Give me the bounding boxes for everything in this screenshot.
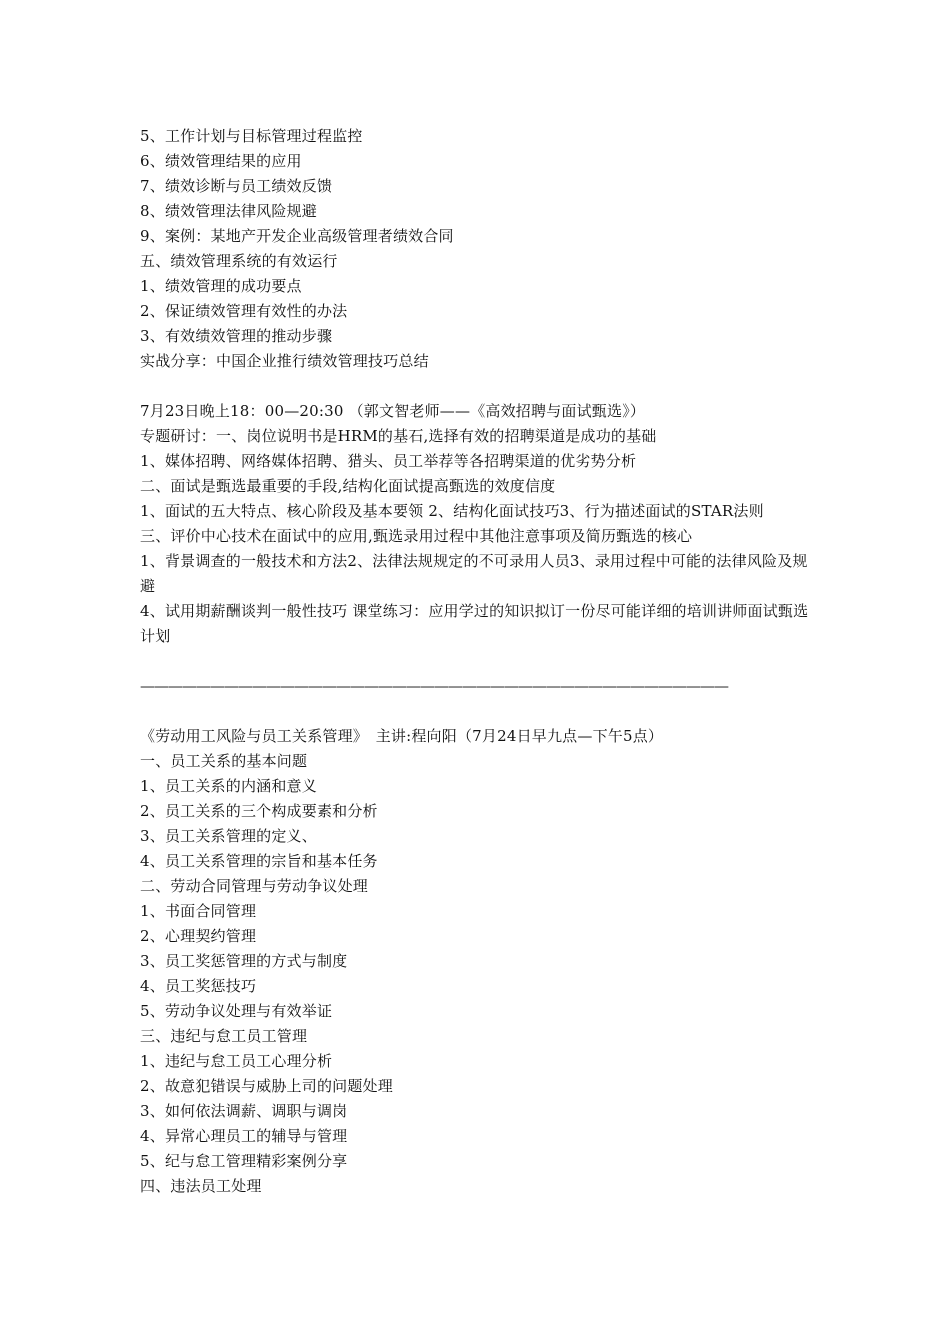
text-line: 1、面试的五大特点、核心阶段及基本要领 2、结构化面试技巧3、行为描述面试的STAR法则 — [140, 502, 764, 520]
divider-line: —————————————————————————————————————————— — [140, 677, 728, 695]
blank-line — [140, 374, 820, 399]
blank-line — [140, 649, 820, 674]
section-heading: 三、评价中心技术在面试中的应用,甄选录用过程中其他注意事项及简历甄选的核心 — [140, 527, 693, 545]
text-line: 4、试用期薪酬谈判一般性技巧 课堂练习：应用学过的知识拟订一份尽可能详细的培训讲师面试甄选计划 — [140, 602, 809, 645]
text-line: 3、员工奖惩管理的方式与制度 — [140, 952, 348, 970]
text-line: 9、案例：某地产开发企业高级管理者绩效合同 — [140, 227, 454, 245]
section-heading: 二、劳动合同管理与劳动争议处理 — [140, 877, 369, 895]
text-line: 6、绩效管理结果的应用 — [140, 152, 302, 170]
text-line: 专题研讨：一、岗位说明书是HRM的基石,选择有效的招聘渠道是成功的基础 — [140, 427, 657, 445]
section-heading: 五、绩效管理系统的有效运行 — [140, 252, 338, 270]
section-heading: 二、面试是甄选最重要的手段,结构化面试提高甄选的效度信度 — [140, 477, 556, 495]
text-line: 实战分享：中国企业推行绩效管理技巧总结 — [140, 352, 429, 370]
text-line: 5、纪与怠工管理精彩案例分享 — [140, 1152, 348, 1170]
text-line: 2、保证绩效管理有效性的办法 — [140, 302, 348, 320]
text-line: 1、绩效管理的成功要点 — [140, 277, 302, 295]
text-line: 1、书面合同管理 — [140, 902, 257, 920]
session-title: 7月23日晚上18：00—20:30 （郭文智老师——《高效招聘与面试甄选》） — [140, 402, 646, 420]
text-line: 7、绩效诊断与员工绩效反馈 — [140, 177, 333, 195]
text-line: 8、绩效管理法律风险规避 — [140, 202, 317, 220]
recruitment-section — [140, 399, 820, 649]
section-heading: 四、违法员工处理 — [140, 1177, 262, 1195]
performance-management-section — [140, 124, 820, 374]
text-line: 4、员工关系管理的宗旨和基本任务 — [140, 852, 378, 870]
text-line: 5、工作计划与目标管理过程监控 — [140, 127, 363, 145]
text-line: 1、违纪与怠工员工心理分析 — [140, 1052, 333, 1070]
text-line: 3、如何依法调薪、调职与调岗 — [140, 1102, 348, 1120]
section-heading: 三、违纪与怠工员工管理 — [140, 1027, 308, 1045]
text-line: 3、有效绩效管理的推动步骤 — [140, 327, 333, 345]
text-line: 1、员工关系的内涵和意义 — [140, 777, 317, 795]
text-line: 2、心理契约管理 — [140, 927, 257, 945]
text-line: 4、异常心理员工的辅导与管理 — [140, 1127, 348, 1145]
text-line: 2、员工关系的三个构成要素和分析 — [140, 802, 378, 820]
text-line: 1、媒体招聘、网络媒体招聘、猎头、员工举荐等各招聘渠道的优劣势分析 — [140, 452, 637, 470]
text-line: 3、员工关系管理的定义、 — [140, 827, 317, 845]
text-line: 2、故意犯错误与威胁上司的问题处理 — [140, 1077, 393, 1095]
text-line: 5、劳动争议处理与有效举证 — [140, 1002, 333, 1020]
session-title: 《劳动用工风险与员工关系管理》 主讲:程向阳（7月24日早九点—下午5点） — [140, 727, 664, 745]
blank-line — [140, 699, 820, 724]
document-page — [140, 124, 820, 1199]
employee-relations-section — [140, 724, 820, 1199]
text-line: 4、员工奖惩技巧 — [140, 977, 257, 995]
section-heading: 一、员工关系的基本问题 — [140, 752, 308, 770]
text-line: 1、背景调查的一般技术和方法2、法律法规规定的不可录用人员3、录用过程中可能的法律风险及规避 — [140, 552, 808, 595]
